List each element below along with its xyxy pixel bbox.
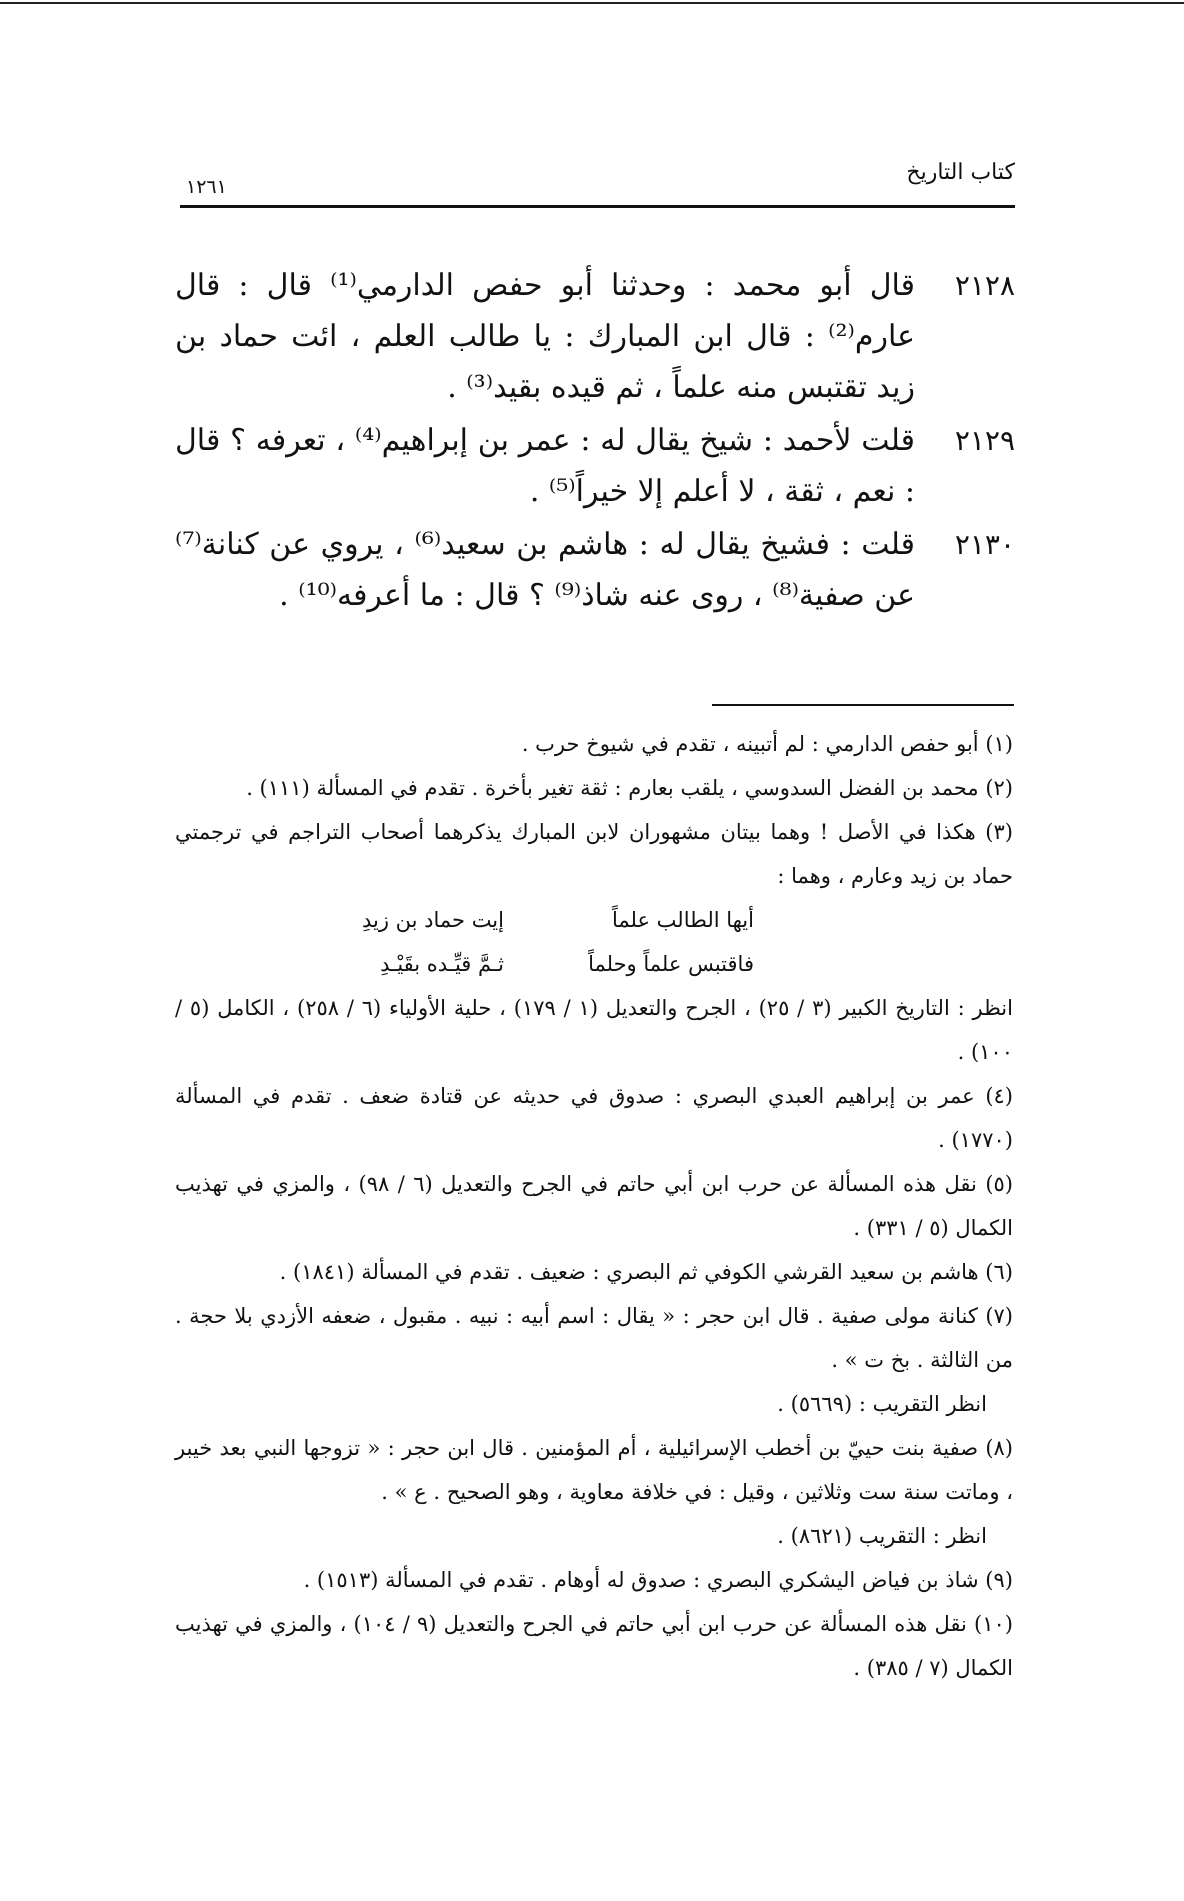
poetry-verses xyxy=(175,898,1013,986)
verse-line: فاقتبس علماً وحلماً xyxy=(588,952,754,976)
footnote-8: (٨) صفية بنت حييّ بن أخطب الإسرائيلية ، أم المؤمنين . قال ابن حجر : « تزوجها النبي بعد خيبر ، وماتت سنة ست وثلاثين ، وقيل : في خلافة معاوية ، وهو الصحيح . ع » . xyxy=(175,1436,1013,1504)
entry-number: ٢١٢٨ xyxy=(954,269,1015,302)
entry-2128 xyxy=(175,260,1015,413)
entry-number: ٢١٣٠ xyxy=(954,528,1015,561)
entry-text: قلت لأحمد : شيخ يقال له : عمر بن إبراهيم⁽⁴⁾ ، تعرفه ؟ قال : نعم ، ثقة ، لا أعلم إلا خيراً⁽⁵⁾ . xyxy=(175,423,915,509)
footnote-3: (٣) هكذا في الأصل ! وهما بيتان مشهوران لابن المبارك يذكرهما أصحاب التراجم في ترجمتي حماد بن زيد وعارم ، وهما : xyxy=(175,820,1013,888)
page-header xyxy=(180,160,1015,208)
footnote-7-reference: انظر التقريب : (٥٦٦٩) . xyxy=(777,1392,987,1416)
verse-line: ثـمَّ قيِّـده بقَيْـدِ xyxy=(380,952,504,976)
footnote-7: (٧) كنانة مولى صفية . قال ابن حجر : « يقال : اسم أبيه : نبيه . مقبول ، ضعفه الأزدي بلا حجة . من الثالثة . بخ ت » . xyxy=(175,1304,1013,1372)
footnote-1: (١) أبو حفص الدارمي : لم أتبينه ، تقدم في شيوخ حرب . xyxy=(521,732,1013,756)
footnote-5: (٥) نقل هذه المسألة عن حرب ابن أبي حاتم في الجرح والتعديل (٦ / ٩٨) ، والمزي في تهذيب الكمال (٥ / ٣٣١) . xyxy=(175,1172,1013,1240)
footnote-4: (٤) عمر بن إبراهيم العبدي البصري : صدوق في حديثه عن قتادة ضعف . تقدم في المسألة (١٧٧٠) . xyxy=(175,1084,1013,1152)
running-title: كتاب التاريخ xyxy=(906,160,1015,185)
footnote-2: (٢) محمد بن الفضل السدوسي ، يلقب بعارم : ثقة تغير بأخرة . تقدم في المسألة (١١١) . xyxy=(246,776,1013,800)
verse-line: أيها الطالب علماً xyxy=(611,908,754,932)
page-number: ١٢٦١ xyxy=(186,176,227,198)
entry-text: قال أبو محمد : وحدثنا أبو حفص الدارمي⁽¹⁾ قال : قال عارم⁽²⁾ : قال ابن المبارك : يا طالب العلم ، ائت حماد بن زيد تقتبس منه علماً ، ثم قيده بقيد⁽³⁾ . xyxy=(175,268,916,405)
footnotes xyxy=(175,722,1013,1690)
main-text xyxy=(175,260,1015,623)
scan-border xyxy=(0,2,1184,4)
footnote-6: (٦) هاشم بن سعيد القرشي الكوفي ثم البصري : ضعيف . تقدم في المسألة (١٨٤١) . xyxy=(279,1260,1013,1284)
entry-number: ٢١٢٩ xyxy=(954,424,1015,457)
verse-line: إيت حماد بن زيدِ xyxy=(361,908,504,932)
entry-2130 xyxy=(175,519,1015,621)
entry-2129 xyxy=(175,415,1015,517)
footnote-8-reference: انظر : التقريب (٨٦٢١) . xyxy=(777,1524,987,1548)
verse-first-hemistichs xyxy=(564,898,754,986)
footnote-3-reference: انظر : التاريخ الكبير (٣ / ٢٥) ، الجرح والتعديل (١ / ١٧٩) ، حلية الأولياء (٦ / ٢٥٨) ، الكامل (٥ / ١٠٠) . xyxy=(175,996,1013,1064)
footnote-9: (٩) شاذ بن فياض اليشكري البصري : صدوق له أوهام . تقدم في المسألة (١٥١٣) . xyxy=(303,1568,1013,1592)
header-rule xyxy=(180,205,1015,208)
verse-second-hemistichs xyxy=(314,898,504,986)
entry-text: قلت : فشيخ يقال له : هاشم بن سعيد⁽⁶⁾ ، يروي عن كنانة⁽⁷⁾ عن صفية⁽⁸⁾ ، روى عنه شاذ⁽⁹⁾ ؟ قال : ما أعرفه⁽¹⁰⁾ . xyxy=(175,527,915,613)
footnote-rule xyxy=(712,704,1014,706)
footnote-10: (١٠) نقل هذه المسألة عن حرب ابن أبي حاتم في الجرح والتعديل (٩ / ١٠٤) ، والمزي في تهذيب الكمال (٧ / ٣٨٥) . xyxy=(175,1612,1013,1680)
